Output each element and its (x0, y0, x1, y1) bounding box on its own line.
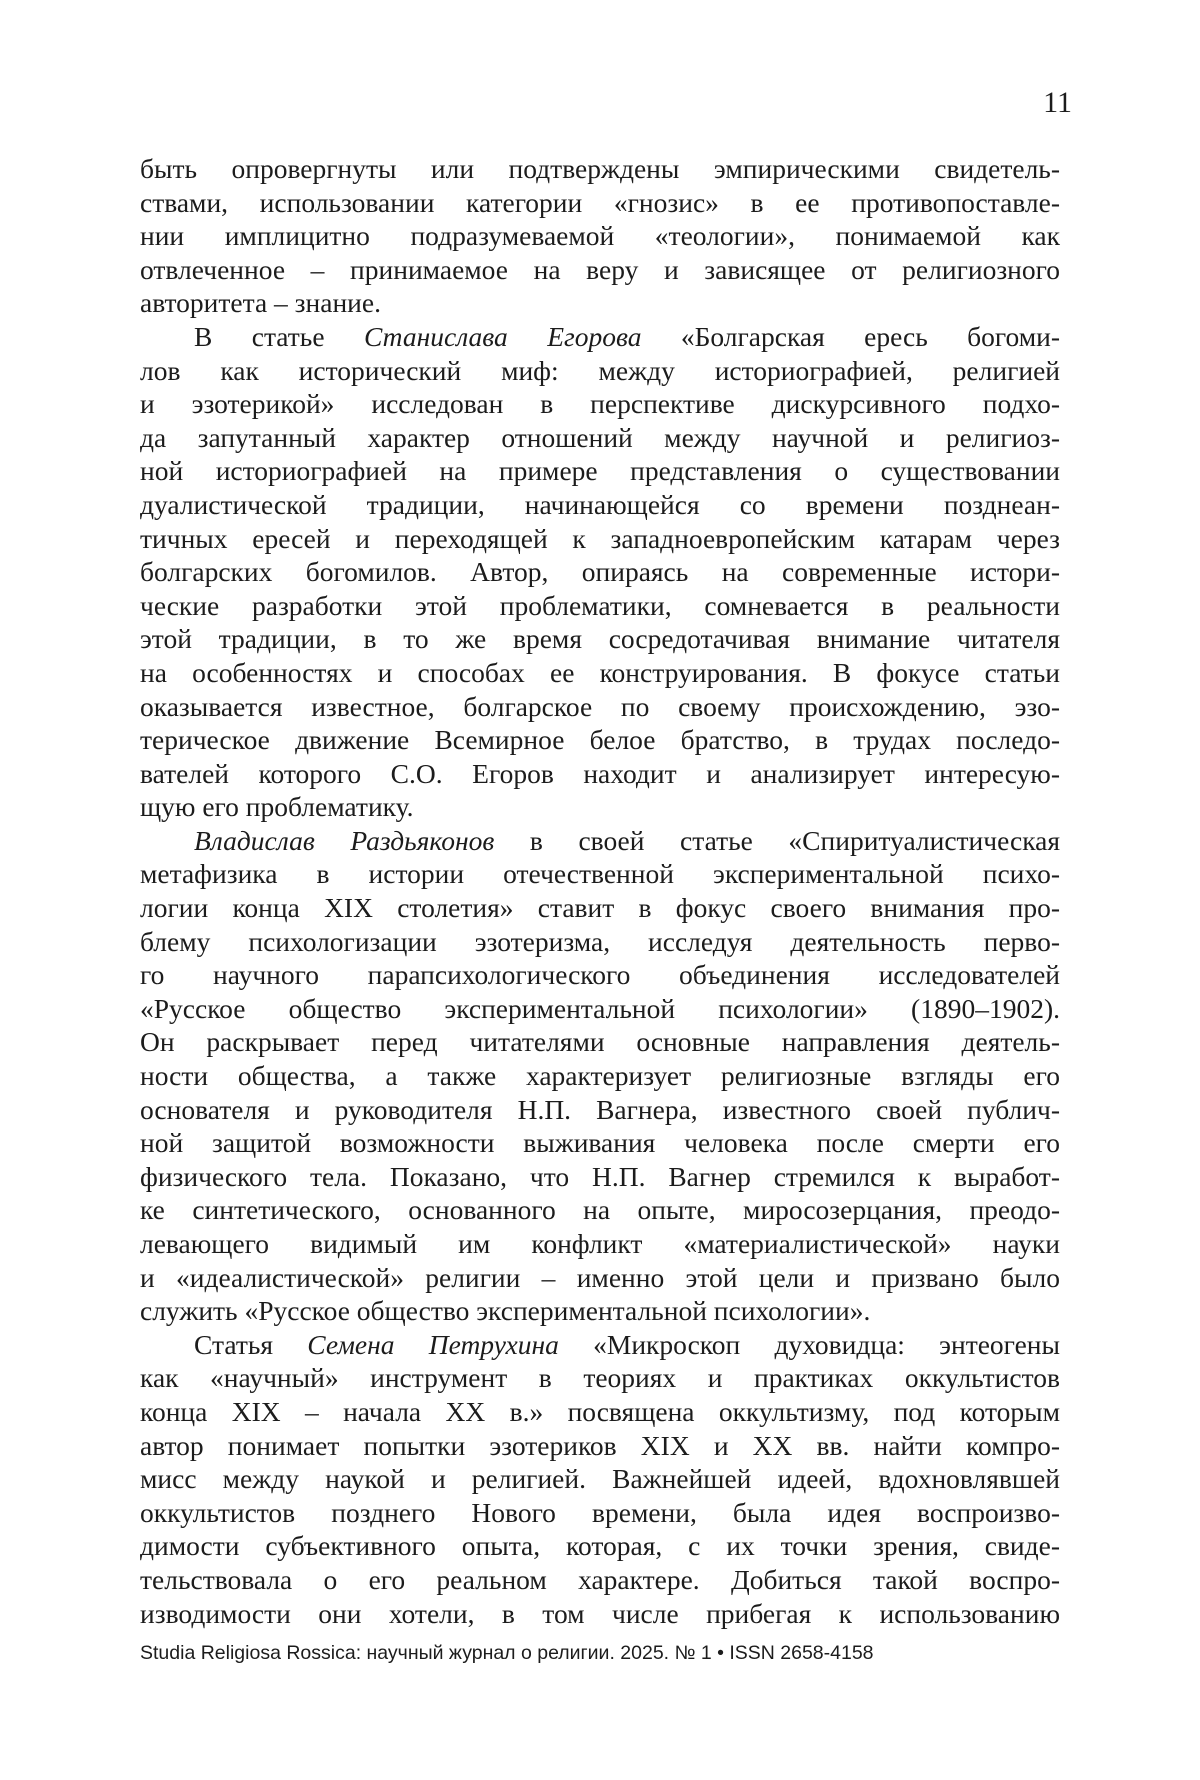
author-name: Семена Петрухина (307, 1328, 559, 1360)
text-line: вателей которого С.О. Егоров находит и анализирует интересую- (140, 757, 1060, 789)
text-line: левающего видимый им конфликт «материалистической» науки (140, 1228, 1060, 1259)
text-line: ке синтетического, основанного на опыте, миросозерцания, преодо- (140, 1194, 1060, 1226)
line-text: Статья (194, 1328, 308, 1360)
text-line: лов как исторический миф: между историографией, религией (140, 354, 1060, 386)
text-line: ной историографией на примере представления о существовании (140, 455, 1060, 487)
text-line: служить «Русское общество экспериментальной психологии». (140, 1295, 871, 1327)
text-line: тичных ересей и переходящей к западноевропейским катарам через (140, 522, 1060, 554)
text-line: автор понимает попытки эзотериков XIX и XX вв. найти компро- (140, 1429, 1060, 1461)
text-line: щую его проблематику. (140, 791, 414, 823)
text-line: димости субъективного опыта, которая, с их точки зрения, свиде- (140, 1530, 1060, 1562)
text-line: блему психологизации эзотеризма, исследуя деятельность перво- (140, 925, 1060, 957)
journal-footer: Studia Religiosa Rossica: научный журнал о религии. 2025. № 1 • ISSN 2658-4158 (140, 1642, 874, 1664)
author-name: Станислава Егорова (363, 320, 642, 352)
text-line: тельствовала о его реальном характере. Добиться такой воспро- (140, 1563, 1060, 1595)
text-line: основателя и руководителя Н.П. Вагнера, известного своей публич- (140, 1093, 1060, 1125)
article-text (140, 152, 1060, 1630)
text-line: ческие разработки этой проблематики, сомневается в реальности (140, 589, 1060, 621)
text-line: дуалистической традиции, начинающейся со времени позднеан- (140, 488, 1060, 520)
text-line: ствами, использовании категории «гнозис» в ее противопоставле- (140, 186, 1060, 218)
text-line: терическое движение Всемирное белое братство, в трудах последо- (140, 724, 1060, 756)
text-line: да запутанный характер отношений между научной и религиоз- (140, 421, 1060, 453)
text-line: физического тела. Показано, что Н.П. Вагнер стремился к выработ- (140, 1160, 1060, 1192)
text-line: изводимости они хотели, в том числе прибегая к использованию (140, 1597, 1060, 1629)
text-line: на особенностях и способах ее конструирования. В фокусе статьи (140, 656, 1060, 688)
line-text: в своей статье «Спиритуалистическая (494, 824, 1061, 856)
text-line: болгарских богомилов. Автор, опираясь на современные истори- (140, 556, 1060, 588)
line-text: «Болгарская ересь богоми- (641, 320, 1060, 352)
text-line: нии имплицитно подразумеваемой «теологии», понимаемой как (140, 220, 1060, 252)
text-line: Он раскрывает перед читателями основные направления деятель- (140, 1026, 1060, 1058)
text-line: логии конца XIX столетия» ставит в фокус своего внимания про- (140, 892, 1060, 924)
author-name: Владислав Раздьяконов (194, 824, 495, 856)
text-line: и эзотерикой» исследован в перспективе дискурсивного подхо- (140, 388, 1060, 420)
text-line: авторитета – знание. (140, 287, 381, 319)
text-line: как «научный» инструмент в теориях и практиках оккультистов (140, 1362, 1060, 1394)
text-line (140, 1328, 1060, 1362)
line-text: «Микроскоп духовидца: энтеогены (558, 1328, 1060, 1360)
text-line: «Русское общество экспериментальной психологии» (1890–1902). (140, 992, 1060, 1024)
text-line: оказывается известное, болгарское по своему происхождению, эзо- (140, 690, 1060, 722)
text-line: быть опровергнуты или подтверждены эмпирическими свидетель- (140, 153, 1060, 184)
line-text: В статье (194, 320, 364, 352)
text-line: отвлеченное – принимаемое на веру и зависящее от религиозного (140, 253, 1060, 285)
text-line: конца XIX – начала XX в.» посвящена оккультизму, под которым (140, 1395, 1060, 1427)
text-line: и «идеалистической» религии – именно этой цели и призвано было (140, 1261, 1060, 1293)
text-line: оккультистов позднего Нового времени, была идея воспроизво- (140, 1496, 1060, 1528)
text-line (140, 824, 1060, 858)
text-line (140, 320, 1060, 354)
text-line: го научного парапсихологического объединения исследователей (140, 959, 1060, 991)
text-line: ной защитой возможности выживания человека после смерти его (140, 1127, 1060, 1159)
text-line: ности общества, а также характеризует религиозные взгляды его (140, 1060, 1060, 1092)
page-number: 11 (1043, 86, 1072, 119)
text-line: метафизика в истории отечественной экспериментальной психо- (140, 858, 1060, 890)
text-line: мисс между наукой и религией. Важнейшей идеей, вдохновлявшей (140, 1463, 1060, 1495)
text-line: этой традиции, в то же время сосредотачивая внимание читателя (140, 623, 1060, 655)
